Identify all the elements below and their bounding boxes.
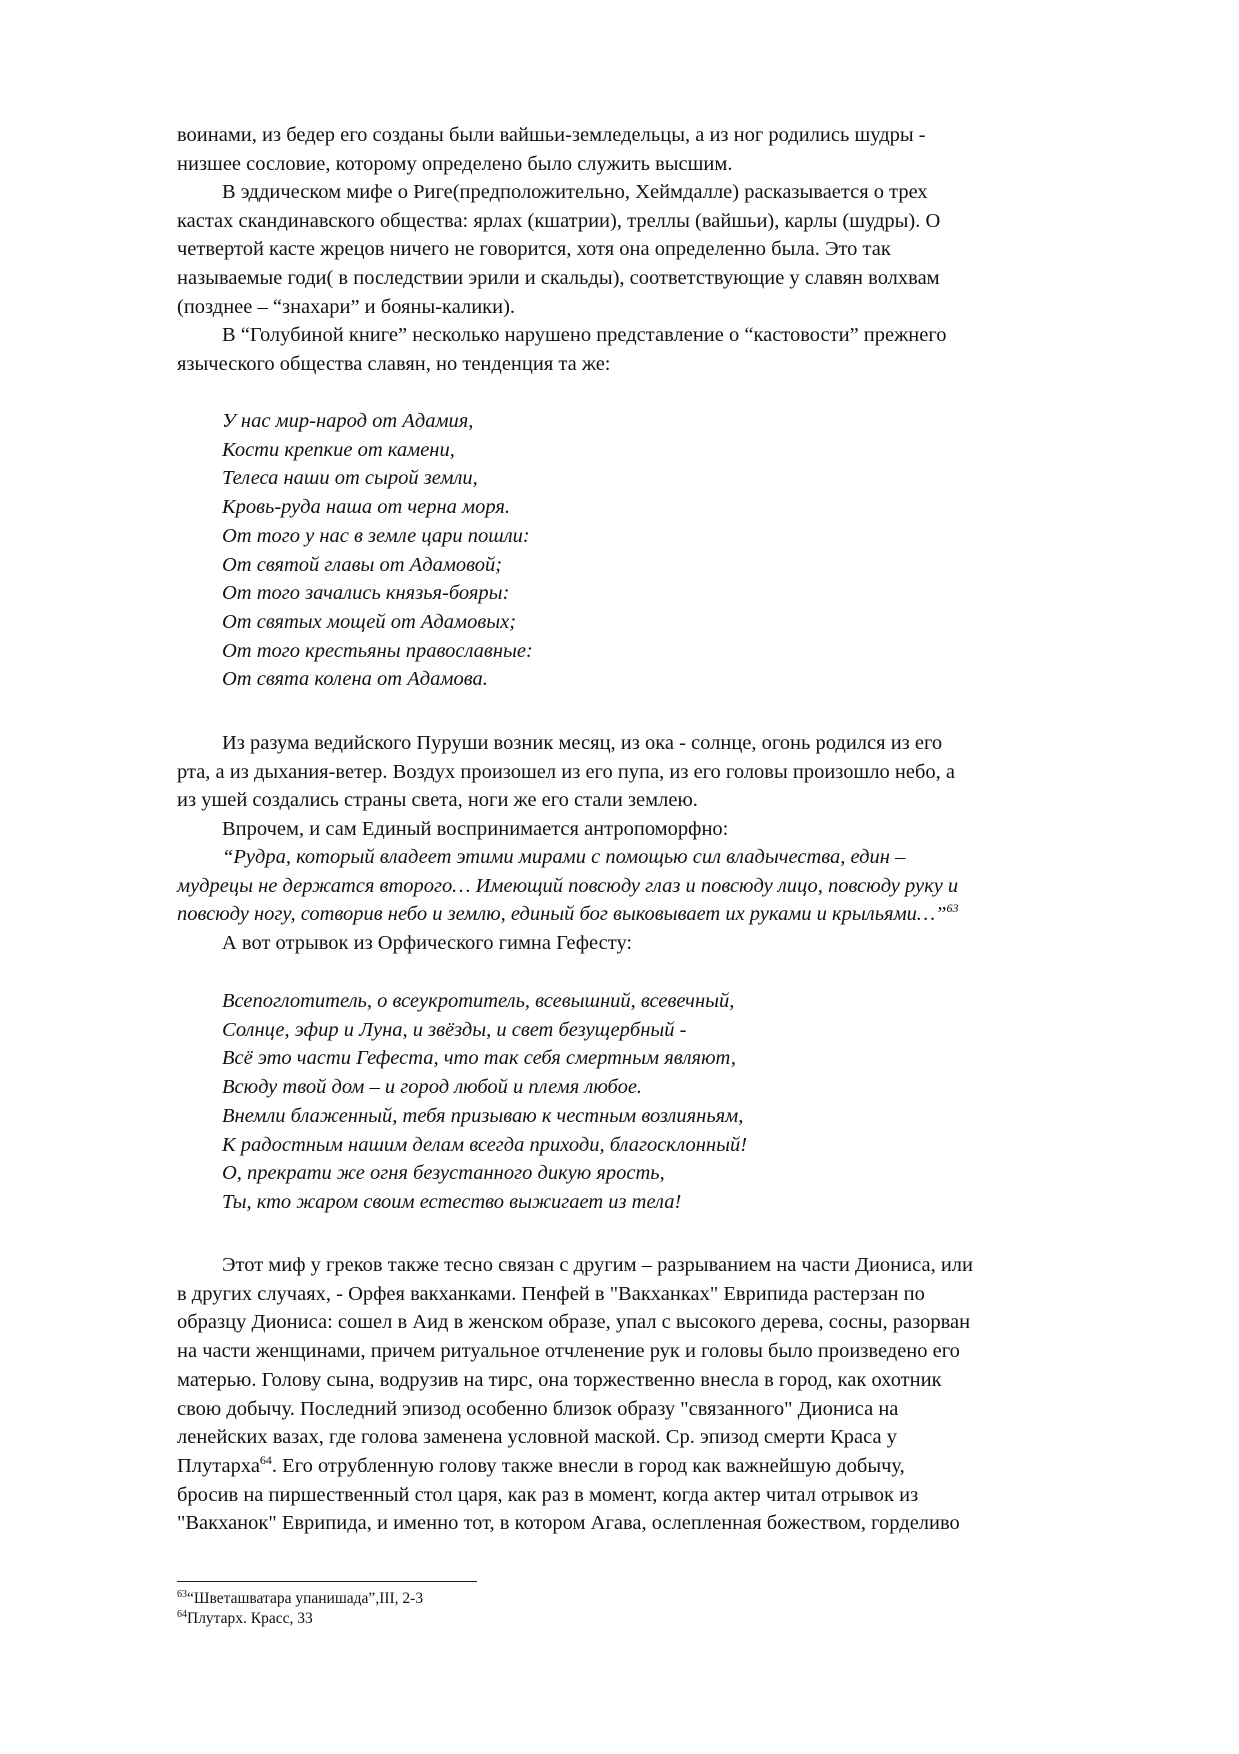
paragraph-varnas: [177, 121, 1151, 178]
text-span: Плутарха: [177, 1454, 260, 1477]
paragraph-dionysus: [177, 1251, 1151, 1538]
text-line: Из разума ведийского Пуруши возник месяц, из ока - солнце, огонь родился из его: [222, 732, 943, 754]
verse-block: [177, 407, 1151, 694]
verse-line: Телеса наши от сырой земли,: [222, 467, 478, 490]
text-line: образцу Диониса: сошел в Аид в женском образе, упал с высокого дерева, сосны, разорван: [177, 1311, 971, 1334]
text-line: (позднее – “знахари” и бояны-калики).: [177, 295, 516, 318]
text-line: А вот отрывок из Орфического гимна Гефесту:: [222, 932, 633, 954]
footnote-63: [177, 1589, 423, 1609]
footnote-64: [177, 1609, 423, 1629]
text-line: мудрецы не держатся второго… Имеющий повсюду глаз и повсюду лицо, повсюду руку и: [177, 874, 959, 897]
paragraph-purusha: [177, 729, 1151, 815]
quote-rudra: [177, 843, 1151, 929]
verse-line: Всепоглотитель, о всеукротитель, всевышний, всевечный,: [222, 990, 735, 1012]
footnote-ref[interactable]: 64: [259, 1453, 272, 1468]
text-line: "Вакханок" Еврипида, и именно тот, в котором Агава, ослепленная божеством, горделиво: [177, 1512, 960, 1535]
text-line: бросив на пиршественный стол царя, как раз в момент, когда актер читал отрывок из: [177, 1483, 919, 1506]
verse-line: Солнце, эфир и Луна, и звёзды, и свет безущербный -: [222, 1018, 687, 1041]
quote-text: повсюду ногу, сотворив небо и землю, единый бог выковывает их руками и крыльями…”: [177, 903, 947, 926]
text-line: низшее сословие, которому определено было служить высшим.: [177, 152, 733, 175]
text-line: [177, 900, 1151, 929]
text-span: . Его отрубленную голову также внесли в город как важнейшую добычу,: [271, 1454, 905, 1477]
verse-line: Всё это части Гефеста, что так себя смертным являют,: [222, 1047, 736, 1070]
text-line: воинами, из бедер его созданы были вайшьи-земледельцы, а из ног родились шудры -: [177, 124, 926, 146]
verse-line: От того крестьяны православные:: [222, 639, 533, 662]
verse-line: Внемли блаженный, тебя призываю к честным возлияньям,: [222, 1104, 744, 1127]
text-line: Впрочем, и сам Единый воспринимается антропоморфно:: [222, 818, 729, 840]
verse-line: Всюду твой дом – и город любой и племя любое.: [222, 1076, 643, 1099]
text-line: четвертой касте жрецов ничего не говорится, хотя она определенно была. Это так: [177, 238, 891, 261]
text-line: матерью. Голову сына, водрузив на тирс, она торжественно внесла в город, как охотник: [177, 1368, 942, 1391]
footnote-text: Плутарх. Красс, 33: [187, 1610, 313, 1627]
text-line: [177, 1452, 1151, 1481]
paragraph-orphic-intro: [177, 929, 1151, 958]
verse-line: Кровь-руда наша от черна моря.: [222, 496, 511, 519]
text-line: В эддическом мифе о Риге(предположительно, Хеймдалле) расказывается о трех: [222, 181, 928, 203]
footnote-number: 63: [177, 1588, 187, 1600]
verse-line: От святых мощей от Адамовых;: [222, 610, 517, 633]
footnote-number: 64: [177, 1608, 187, 1620]
paragraph-golubinaya-kniga: [177, 321, 1151, 378]
text-line: на части женщинами, причем ритуальное отчленение рук и головы было произведено его: [177, 1340, 960, 1363]
text-line: Этот миф у греков также тесно связан с другим – разрыванием на части Диониса, или: [222, 1254, 973, 1276]
verse-line: К радостным нашим делам всегда приходи, благосклонный!: [222, 1133, 748, 1156]
text-line: рта, а из дыхания-ветер. Воздух произошел из его пупа, из его головы произошло небо, а: [177, 760, 956, 783]
footnote-ref[interactable]: 63: [946, 901, 959, 916]
paragraph-rig-myth: [177, 178, 1151, 322]
verse-line: От того зачались князья-бояры:: [222, 582, 510, 605]
text-line: свою добычу. Последний эпизод особенно близок образу "связанного" Диониса на: [177, 1397, 899, 1420]
footnote-divider: [177, 1581, 477, 1582]
verse-orphic-hymn: [177, 987, 1151, 1217]
footnote-text: “Шветашватара упанишада”,III, 2-3: [187, 1590, 424, 1607]
text-line: В “Голубиной книге” несколько нарушено представление о “кастовости” прежнего: [222, 324, 947, 346]
verse-line: От свята колена от Адамова.: [222, 668, 488, 691]
verse-line: У нас мир-народ от Адамия,: [222, 410, 474, 432]
footnotes: [177, 1589, 423, 1629]
verse-line: Ты, кто жаром своим естество выжигает из тела!: [222, 1190, 682, 1213]
verse-line: О, прекрати же огня безустанного дикую ярость,: [222, 1162, 665, 1185]
verse-golubinaya: [177, 407, 1151, 694]
verse-line: Кости крепкие от камени,: [222, 438, 455, 461]
paragraph-anthropomorphic: [177, 815, 1151, 844]
text-line: “Рудра, который владеет этими мирами с помощью сил владычества, един –: [222, 846, 906, 868]
verse-block: [177, 987, 1151, 1217]
verse-line: От того у нас в земле цари пошли:: [222, 524, 530, 547]
text-line: называемые годи( в последствии эрили и скальды), соответствующие у славян волхвам: [177, 267, 940, 290]
verse-line: От святой главы от Адамовой;: [222, 553, 503, 576]
text-line: ленейских вазах, где голова заменена условной маской. Ср. эпизод смерти Краса у: [177, 1426, 897, 1449]
text-line: из ушей создались страны света, ноги же его стали землею.: [177, 789, 698, 812]
text-line: языческого общества славян, но тенденция та же:: [177, 352, 611, 375]
text-line: в других случаях, - Орфея вакханками. Пенфей в "Вакханках" Еврипида растерзан по: [177, 1282, 925, 1305]
text-line: кастах скандинавского общества: ярлах (кшатрии), треллы (вайшьи), карлы (шудры). О: [177, 209, 941, 232]
